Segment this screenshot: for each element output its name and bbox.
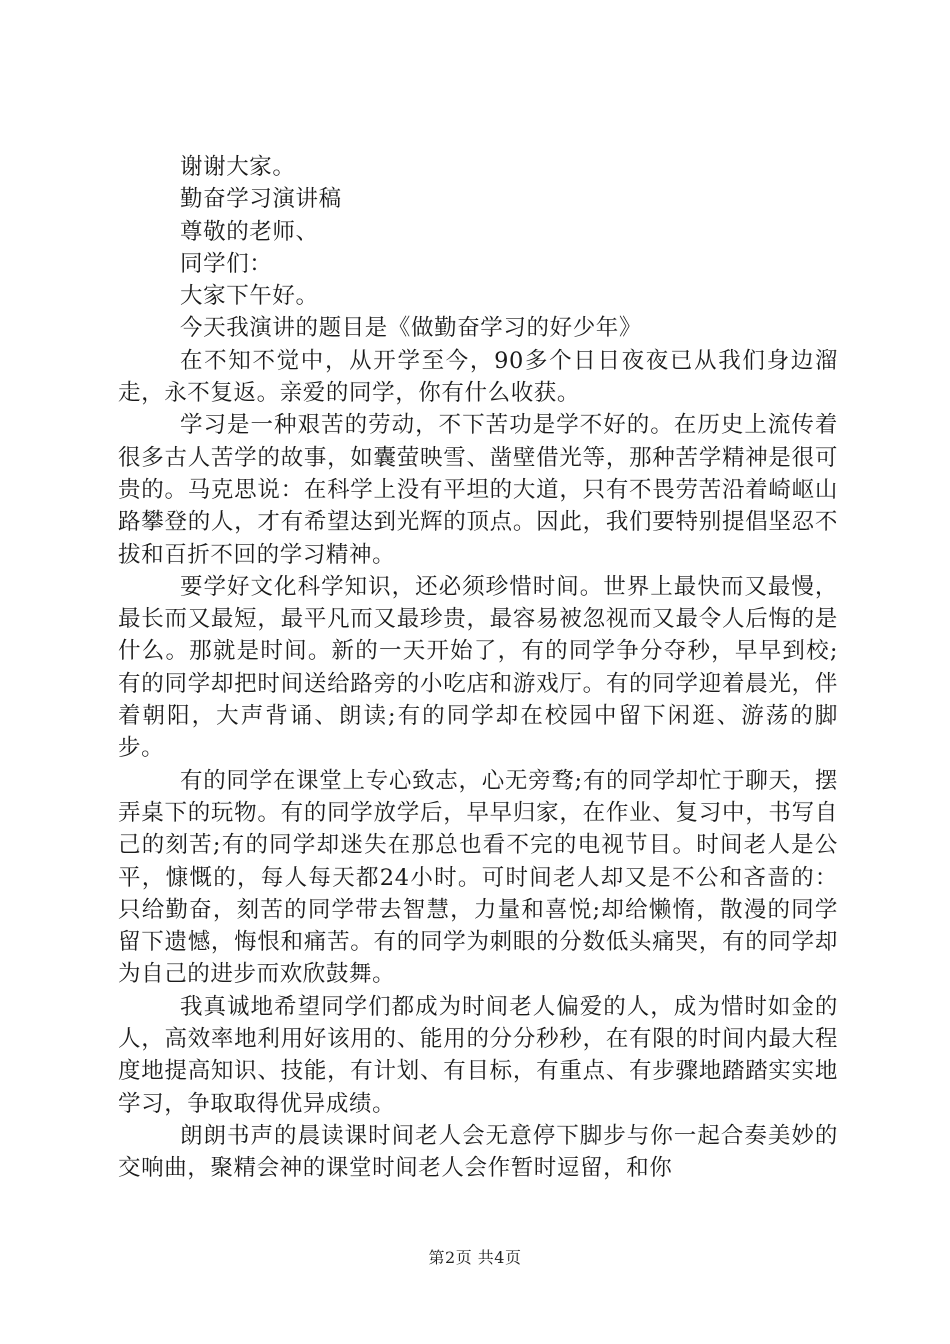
paragraph: 我真诚地希望同学们都成为时间老人偏爱的人，成为惜时如金的人，高效率地利用好该用的、能用的分分秒秒，在有限的时间内最大程度地提高知识、技能，有计划、有目标，有重点、有步骤地踏踏实实地学习，争取取得优异成绩。 (118, 993, 838, 1117)
paragraph: 学习是一种艰苦的劳动，不下苦功是学不好的。在历史上流传着很多古人苦学的故事，如囊萤映雪、凿壁借光等，那种苦学精神是很可贵的。马克思说：在科学上没有平坦的大道，只有不畏劳苦沿着崎岖山路攀登的人，才有希望达到光辉的顶点。因此，我们要特别提倡坚忍不拔和百折不回的学习精神。 (118, 412, 838, 568)
paragraph: 朗朗书声的晨读课时间老人会无意停下脚步与你一起合奏美妙的交响曲，聚精会神的课堂时间老人会作暂时逗留，和你 (118, 1122, 838, 1182)
page-number: 第2页 共4页 (428, 1248, 522, 1267)
document-body (118, 151, 838, 1185)
salutation-teachers: 尊敬的老师、 (180, 218, 319, 245)
paragraph: 要学好文化科学知识，还必须珍惜时间。世界上最快而又最慢，最长而又最短，最平凡而又最珍贵，最容易被忽视而又最令人后悔的是什么。那就是时间。新的一天开始了，有的同学争分夺秒，早早到校;有的同学却把时间送给路旁的小吃店和游戏厅。有的同学迎着晨光，伴着朝阳，大声背诵、朗读;有的同学却在校园中留下闲逛、游荡的脚步。 (118, 573, 838, 762)
salutation-students: 同学们： (180, 250, 273, 277)
speech-title: 勤奋学习演讲稿 (180, 186, 342, 213)
paragraph: 有的同学在课堂上专心致志，心无旁骛;有的同学却忙于聊天，摆弄桌下的玩物。有的同学放学后，早早归家，在作业、复习中，书写自己的刻苦;有的同学却迷失在那总也看不完的电视节目。时间老人是公平，慷慨的，每人每天都24小时。可时间老人却又是不公和吝啬的：只给勤奋，刻苦的同学带去智慧，力量和喜悦;却给懒惰，散漫的同学留下遗憾，悔恨和痛苦。有的同学为刺眼的分数低头痛哭，有的同学却为自己的进步而欢欣鼓舞。 (118, 767, 838, 988)
topic-line: 今天我演讲的题目是《做勤奋学习的好少年》 (180, 315, 643, 342)
closing-line: 谢谢大家。 (180, 154, 296, 180)
paragraph: 在不知不觉中，从开学至今，90多个日日夜夜已从我们身边溜走，永不复返。亲爱的同学，你有什么收获。 (118, 347, 838, 407)
page-footer (0, 1245, 950, 1268)
greeting: 大家下午好。 (180, 283, 319, 310)
